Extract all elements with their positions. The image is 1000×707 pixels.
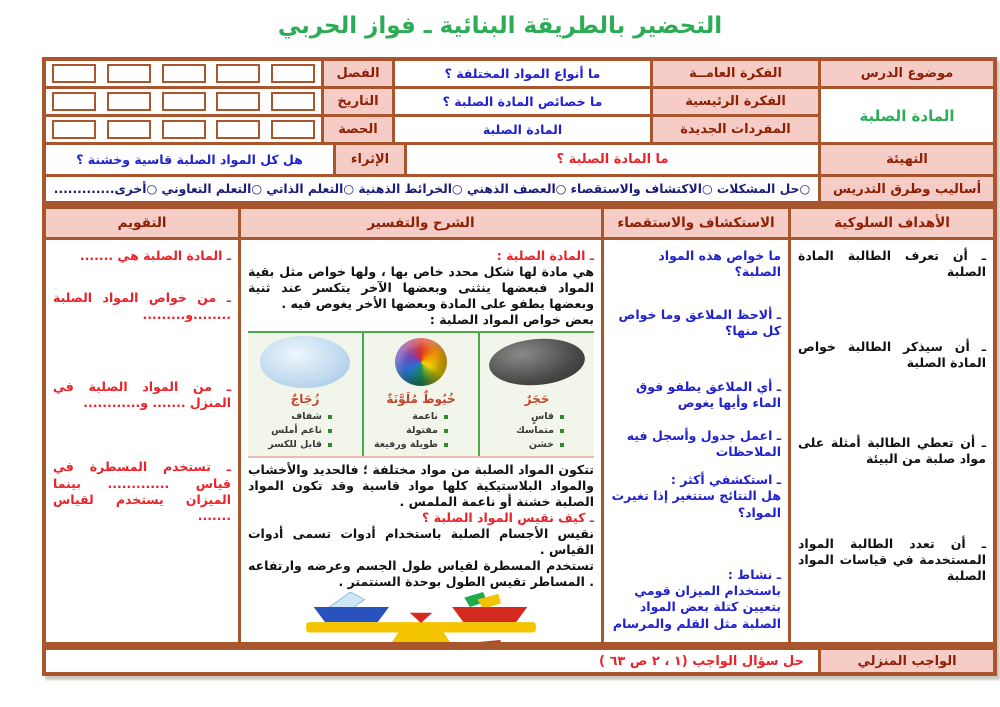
figure-panel-glass	[248, 333, 364, 456]
empty-slot-box	[271, 120, 315, 139]
enrichment-value-cell: هل كل المواد الصلبة قاسية وخشنة ؟	[46, 145, 333, 174]
enrichment-label-cell: الإثراء	[336, 145, 404, 174]
figure-item-title: حَجَرٌ	[524, 392, 550, 406]
inquiry-cell	[604, 240, 788, 642]
green-bullet-icon	[328, 429, 332, 433]
figure-prop: ناعمة	[412, 411, 438, 423]
figure-prop: ناعم أملس	[271, 425, 322, 437]
column-header-evaluation: التقويم	[46, 209, 238, 237]
empty-slot-box	[162, 120, 206, 139]
figure-item-title: خُيُوطٌ مُلَوَّنَةٌ	[386, 392, 456, 406]
general-idea-value: ما أنواع المواد المختلفة ؟	[395, 61, 650, 86]
general-idea-label: الفكرة العامــة	[653, 61, 818, 86]
glass-image	[260, 336, 350, 388]
methods-label-cell: أساليب وطرق التدريس	[821, 177, 993, 201]
green-bullet-icon	[328, 415, 332, 419]
figure-prop: مفتولة	[406, 425, 438, 437]
date-label: التاريخ	[324, 89, 392, 114]
empty-slot-box	[271, 92, 315, 111]
solid-matter-definition: هي مادة لها شكل محدد خاص بها ، ولها خواص مثل بقية المواد فبعضها ينثنى وبعضها الآخر يتكسر عند ثنية وبعضها يطفو على المادة وبعضها الأخر يغوص فيه .	[248, 264, 594, 311]
column-header-inquiry: الاستكشاف والاستقصاء	[604, 209, 788, 237]
evaluation-item: ـ المادة الصلبة هي .......	[79, 248, 231, 263]
stone-image	[487, 335, 587, 389]
inquiry-item: ـ أي الملاعق يطفو فوق الماء وأيها يغوص	[636, 379, 781, 411]
evaluation-cell	[46, 240, 238, 642]
topic-header-cell: موضوع الدرس	[821, 61, 993, 86]
objective-item: ـ أن تعطي الطالبة أمثلة على مواد صلبة من البيئة	[798, 435, 986, 467]
inquiry-item: ما خواص هذه المواد الصلبة؟	[658, 248, 781, 280]
green-bullet-icon	[444, 429, 448, 433]
warmup-value-cell: ما المادة الصلبة ؟	[407, 145, 818, 174]
objective-item: ـ أن سيذكر الطالبة خواص المادة الصلبة	[798, 338, 986, 370]
empty-slot-box	[52, 64, 96, 83]
yarn-image	[395, 338, 447, 386]
balance-scale-image	[248, 592, 594, 642]
homework-value-cell: حل سؤال الواجب (١ ، ٢ ص ٦٣ )	[46, 650, 818, 672]
empty-slot-box	[52, 120, 96, 139]
empty-slot-box	[216, 64, 260, 83]
green-bullet-icon	[444, 415, 448, 419]
figure-panel-yarn	[364, 333, 480, 456]
empty-slot-box	[162, 64, 206, 83]
explanation-cell	[241, 240, 601, 642]
measurement-heading: ـ كيف نقيس المواد الصلبة ؟	[422, 509, 594, 525]
green-bullet-icon	[560, 429, 564, 433]
empty-slot-box	[52, 92, 96, 111]
vocabulary-label: المفردات الجديدة	[653, 117, 818, 142]
empty-slot-box	[162, 92, 206, 111]
measurement-tools-para: نقيس الأجسام الصلبة باستخدام أدوات تسمى أدوات القياس .	[248, 525, 594, 557]
properties-subheading: بعض خواص المواد الصلبة :	[429, 312, 594, 327]
empty-slot-box	[107, 92, 151, 111]
objective-item: ـ أن تعرف الطالبة المادة الصلبة	[798, 248, 986, 280]
figure-prop: قابل للكسر	[268, 438, 322, 450]
figure-prop: طويلة ورفيعة	[373, 438, 438, 450]
materials-figure	[248, 331, 594, 458]
lesson-info-table	[42, 57, 997, 205]
class-slots-row	[46, 61, 321, 86]
class-label: الفصل	[324, 61, 392, 86]
empty-slot-box	[216, 120, 260, 139]
figure-prop: خشن	[528, 438, 554, 450]
lesson-body-table	[42, 205, 997, 646]
inquiry-item	[611, 472, 781, 521]
figure-panel-stone	[480, 333, 594, 456]
empty-slot-box	[107, 64, 151, 83]
activity-text: باستخدام الميزان قومي بتعيين كتلة بعض المواد الصلبة مثل القلم والمرسام	[612, 583, 781, 631]
main-idea-value: ما خصائص المادة الصلبة ؟	[395, 89, 650, 114]
figure-prop: متماسك	[516, 425, 554, 437]
homework-table	[42, 646, 997, 676]
inquiry-item: ـ اعمل جدول وأسجل فيه الملاحظات	[626, 427, 781, 459]
period-label: الحصة	[324, 117, 392, 142]
objective-item: ـ أن تعدد الطالبة المواد المستخدمة في قياسات المواد الصلبة	[798, 535, 986, 583]
period-slots-row	[46, 117, 321, 142]
figure-prop: قاسٍ	[531, 411, 554, 423]
explore-more-heading: ـ استكشفي أكثر :	[670, 472, 781, 487]
topic-value-cell: المادة الصلبة	[821, 89, 993, 142]
date-slots-row	[46, 89, 321, 114]
solid-matter-heading: ـ المادة الصلبة :	[496, 248, 594, 263]
column-header-explanation: الشرح والتفسير	[241, 209, 601, 237]
activity-heading: ـ نشاط :	[727, 566, 781, 582]
inquiry-item: ـ ألاحظ الملاعق وما خواص كل منها؟	[618, 306, 781, 338]
green-bullet-icon	[560, 443, 564, 447]
page-title: التحضير بالطريقة البنائية ـ فواز الحربي	[277, 13, 723, 39]
main-idea-label: الفكرة الرئيسية	[653, 89, 818, 114]
homework-label-cell: الواجب المنزلي	[821, 650, 993, 672]
activity-block	[611, 567, 781, 632]
evaluation-item: ـ من المواد الصلبة في المنزل ....... و............	[53, 378, 231, 410]
explore-more-question: هل النتائج ستتغير إذا تغيرت المواد؟	[611, 488, 781, 520]
ruler-usage-para: تستخدم المسطرة لقياس طول الجسم وعرضه وارتفاعه . المساطر تقيس الطول بوحدة السنتمتر .	[248, 557, 594, 589]
column-header-objectives: الأهداف السلوكية	[791, 209, 993, 237]
warmup-label-cell: التهيئة	[821, 145, 993, 174]
evaluation-item: ـ من خواص المواد الصلبة ........و.........	[53, 290, 231, 322]
green-bullet-icon	[444, 443, 448, 447]
methods-value-cell: ○حل المشكلات ○الاكتشاف والاستقصاء ○العصف الذهني ○الخرائط الذهنية ○التعلم الذاتي ○التعلم التعاوني ○أخرى.............	[46, 177, 818, 201]
evaluation-item: ـ تستخدم المسطرة في قياس ............. بينما الميزان يستخدم لقياس .......	[53, 459, 231, 523]
empty-slot-box	[271, 64, 315, 83]
green-bullet-icon	[328, 443, 332, 447]
materials-composition-para: تتكون المواد الصلبة من مواد مختلفة ؛ فالحديد والأخشاب والمواد البلاستيكية كلها مواد قاسية وقد تكون المواد الصلبة خشنة أو ناعمة الملمس .	[248, 461, 594, 509]
empty-slot-box	[216, 92, 260, 111]
figure-prop: شفاف	[291, 411, 322, 423]
figure-item-title: زُجَاجٌ	[290, 392, 320, 406]
objectives-cell	[791, 240, 993, 642]
green-bullet-icon	[560, 415, 564, 419]
empty-slot-box	[107, 120, 151, 139]
vocabulary-value: المادة الصلبة	[395, 117, 650, 142]
